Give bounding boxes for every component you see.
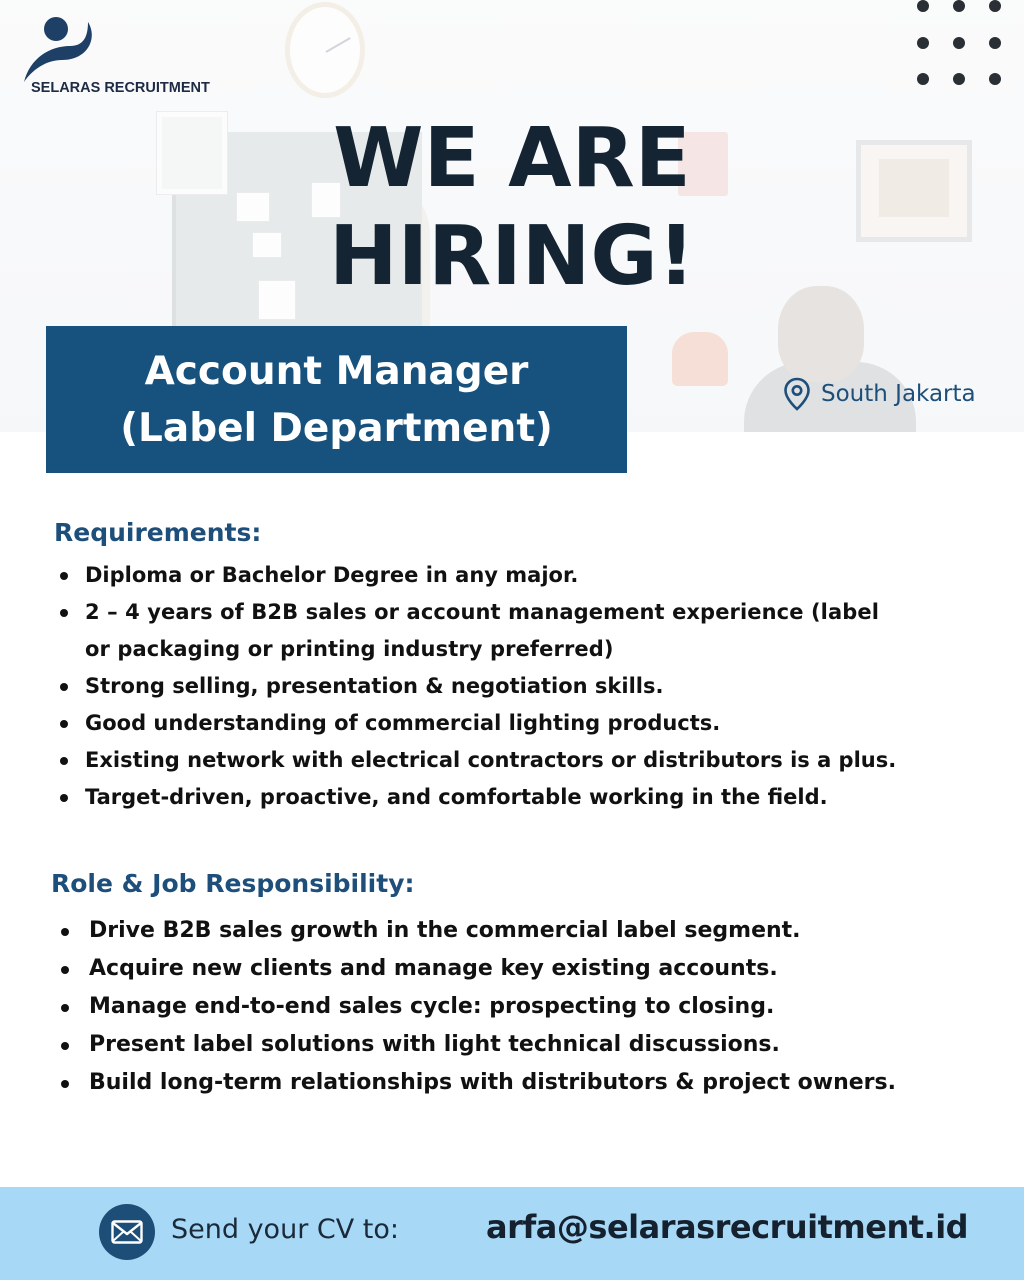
bullet-icon (60, 683, 68, 691)
responsibility-item: Present label solutions with light technical discussions. (54, 1026, 896, 1064)
job-title-line-2: (Label Department) (120, 405, 553, 451)
bullet-icon (60, 609, 68, 617)
map-pin-icon (783, 377, 811, 411)
requirement-item: Good understanding of commercial lighting products. (54, 705, 896, 742)
headline (200, 110, 824, 306)
job-title-banner (46, 326, 627, 473)
bullet-icon (60, 757, 68, 765)
responsibility-item: Drive B2B sales growth in the commercial label segment. (54, 912, 896, 950)
send-cv-label: Send your CV to: (171, 1214, 399, 1245)
envelope-icon (99, 1204, 155, 1260)
job-title-line-1: Account Manager (144, 348, 529, 394)
headline-line-2: HIRING! (328, 209, 696, 304)
bullet-icon (60, 720, 68, 728)
bullet-icon (60, 572, 68, 580)
responsibility-item: Build long-term relationships with distributors & project owners. (54, 1064, 896, 1102)
contact-footer (0, 1187, 1024, 1280)
bullet-icon (60, 794, 68, 802)
responsibility-item: Acquire new clients and manage key existing accounts. (54, 950, 896, 988)
responsibilities-list (54, 912, 896, 1102)
bullet-icon (61, 928, 69, 936)
company-logo (22, 16, 232, 100)
requirement-item: Existing network with electrical contractors or distributors is a plus. (54, 742, 896, 779)
responsibilities-heading: Role & Job Responsibility: (51, 869, 415, 898)
requirement-item: Strong selling, presentation & negotiation skills. (54, 668, 896, 705)
contact-email-link[interactable]: arfa@selarasrecruitment.id (486, 1208, 969, 1246)
bullet-icon (61, 1004, 69, 1012)
bullet-icon (61, 1080, 69, 1088)
responsibility-item: Manage end-to-end sales cycle: prospecting to closing. (54, 988, 896, 1026)
requirement-item: Target-driven, proactive, and comfortable working in the field. (54, 779, 896, 816)
requirements-heading: Requirements: (54, 518, 262, 547)
requirements-list (54, 557, 896, 816)
location-text: South Jakarta (821, 381, 976, 407)
job-location (783, 376, 976, 412)
bullet-icon (61, 1042, 69, 1050)
logo-text: SELARAS RECRUITMENT (31, 80, 210, 96)
logo-figure-icon (22, 16, 102, 82)
decorative-dot-grid (917, 0, 1007, 90)
headline-line-1: WE ARE (333, 111, 691, 206)
requirement-item: Diploma or Bachelor Degree in any major. (54, 557, 896, 594)
bullet-icon (61, 966, 69, 974)
requirement-item: 2 – 4 years of B2B sales or account management experience (label or packaging or printing industry preferred) (54, 594, 896, 668)
